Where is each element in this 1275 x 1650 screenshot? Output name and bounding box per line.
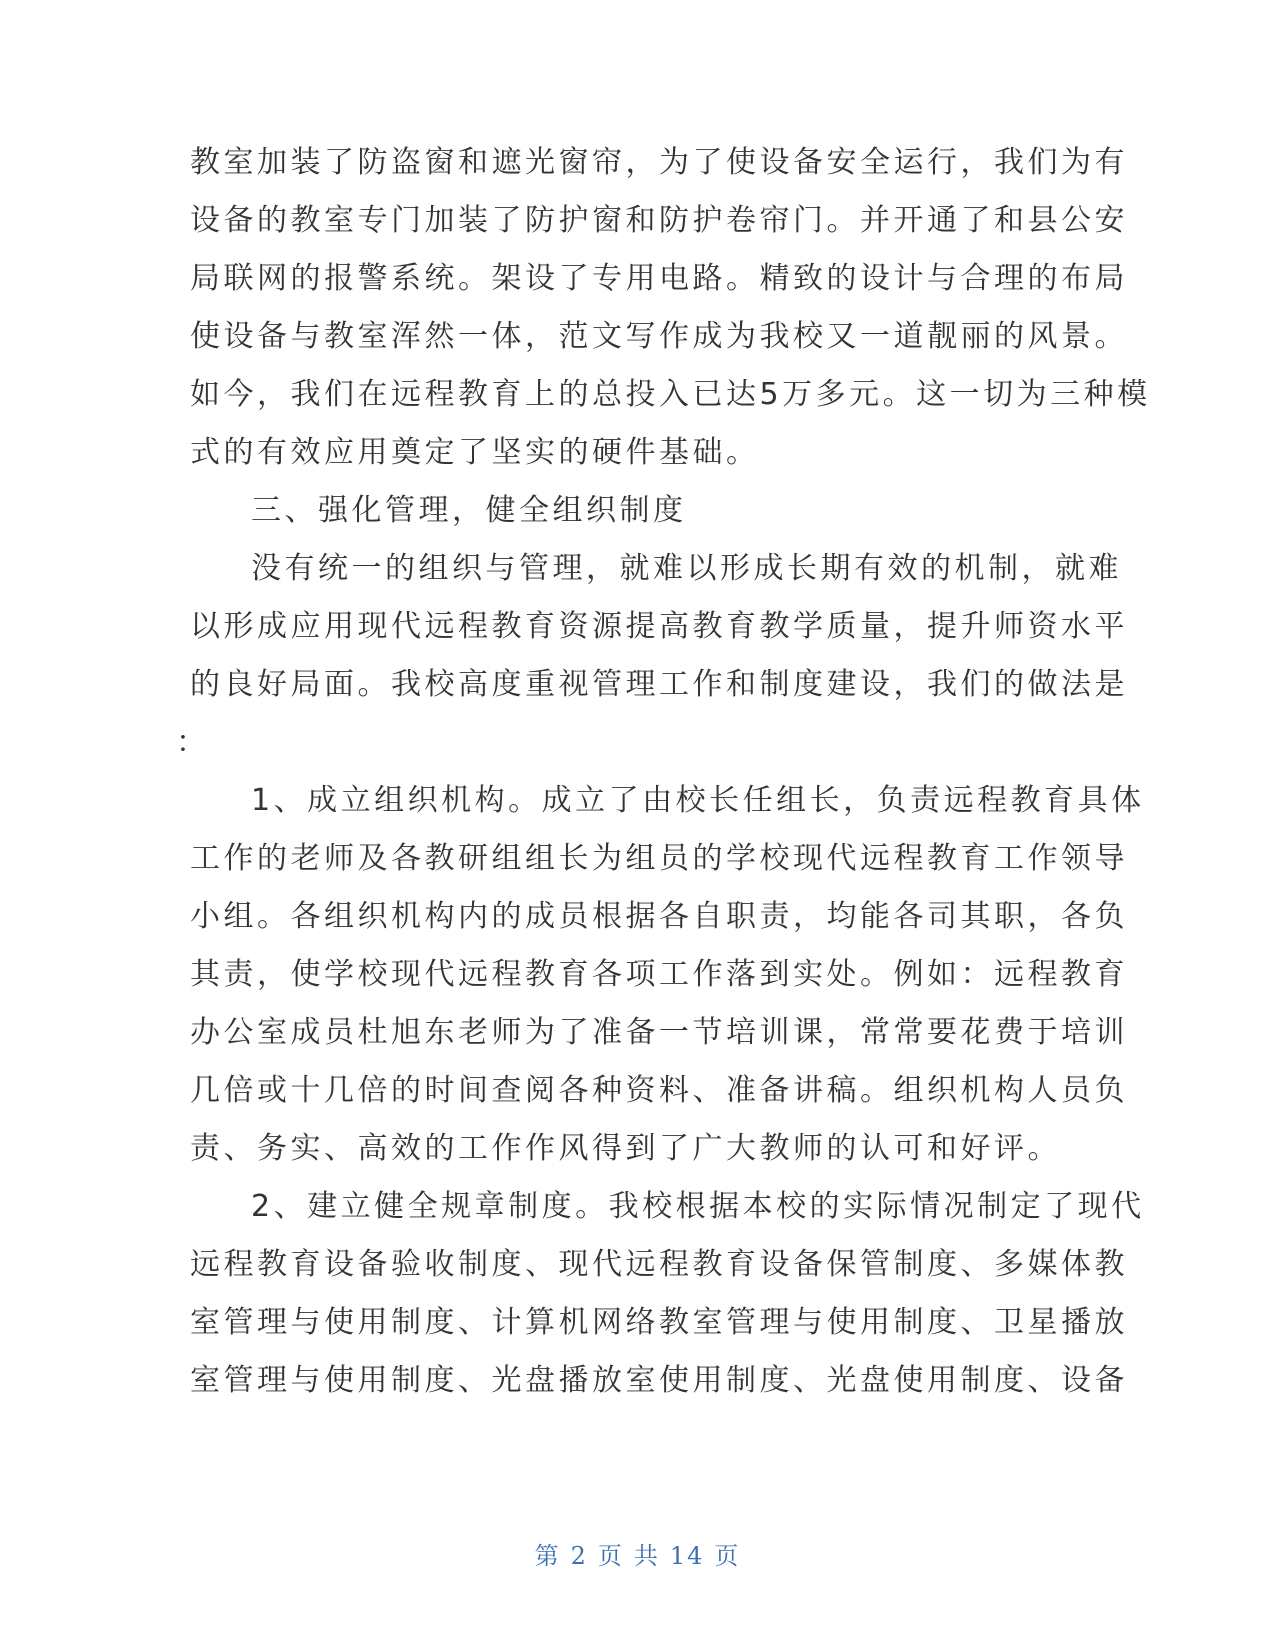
- footer-total-pages: 14: [669, 1542, 705, 1570]
- paragraph-line: 如今，我们在远程教育上的总投入已达5万多元。这一切为三种模: [190, 377, 1151, 412]
- paragraph-line: 教室加装了防盗窗和遮光窗帘，为了使设备安全运行，我们为有: [190, 145, 1128, 180]
- paragraph-line: 式的有效应用奠定了坚实的硬件基础。: [190, 435, 760, 470]
- paragraph-line: 以形成应用现代远程教育资源提高教育教学质量，提升师资水平: [190, 609, 1128, 644]
- paragraph-line: 远程教育设备验收制度、现代远程教育设备保管制度、多媒体教: [190, 1247, 1128, 1282]
- footer-suffix: 页: [714, 1542, 741, 1570]
- footer-page-number: 2: [570, 1542, 588, 1570]
- paragraph-line: 室管理与使用制度、光盘播放室使用制度、光盘使用制度、设备: [190, 1363, 1128, 1398]
- footer-page-word: 页: [597, 1542, 624, 1570]
- paragraph-line: 设备的教室专门加装了防护窗和防护卷帘门。并开通了和县公安: [190, 203, 1128, 238]
- footer-prefix: 第: [534, 1542, 561, 1570]
- paragraph-line: 没有统一的组织与管理，就难以形成长期有效的机制，就难: [251, 551, 1122, 586]
- paragraph-line: 其责，使学校现代远程教育各项工作落到实处。例如：远程教育: [190, 957, 1128, 992]
- paragraph-line: 工作的老师及各教研组组长为组员的学校现代远程教育工作领导: [190, 841, 1128, 876]
- paragraph-line: 小组。各组织机构内的成员根据各自职责，均能各司其职，各负: [190, 899, 1128, 934]
- footer-total-word: 共: [633, 1542, 660, 1570]
- paragraph-line: 室管理与使用制度、计算机网络教室管理与使用制度、卫星播放: [190, 1305, 1128, 1340]
- paragraph-line: ：: [176, 725, 210, 760]
- paragraph-line: 1、成立组织机构。成立了由校长任组长，负责远程教育具体: [251, 783, 1145, 818]
- page-footer: [0, 1541, 1275, 1571]
- paragraph-line: 责、务实、高效的工作作风得到了广大教师的认可和好评。: [190, 1131, 1061, 1166]
- paragraph-line: 几倍或十几倍的时间查阅各种资料、准备讲稿。组织机构人员负: [190, 1073, 1128, 1108]
- section-heading: 三、强化管理，健全组织制度: [251, 493, 687, 528]
- paragraph-line: 2、建立健全规章制度。我校根据本校的实际情况制定了现代: [251, 1189, 1145, 1224]
- paragraph-line: 的良好局面。我校高度重视管理工作和制度建设，我们的做法是: [190, 667, 1128, 702]
- paragraph-line: 办公室成员杜旭东老师为了准备一节培训课，常常要花费于培训: [190, 1015, 1128, 1050]
- paragraph-line: 使设备与教室浑然一体，范文写作成为我校又一道靓丽的风景。: [190, 319, 1128, 354]
- paragraph-line: 局联网的报警系统。架设了专用电路。精致的设计与合理的布局: [190, 261, 1128, 296]
